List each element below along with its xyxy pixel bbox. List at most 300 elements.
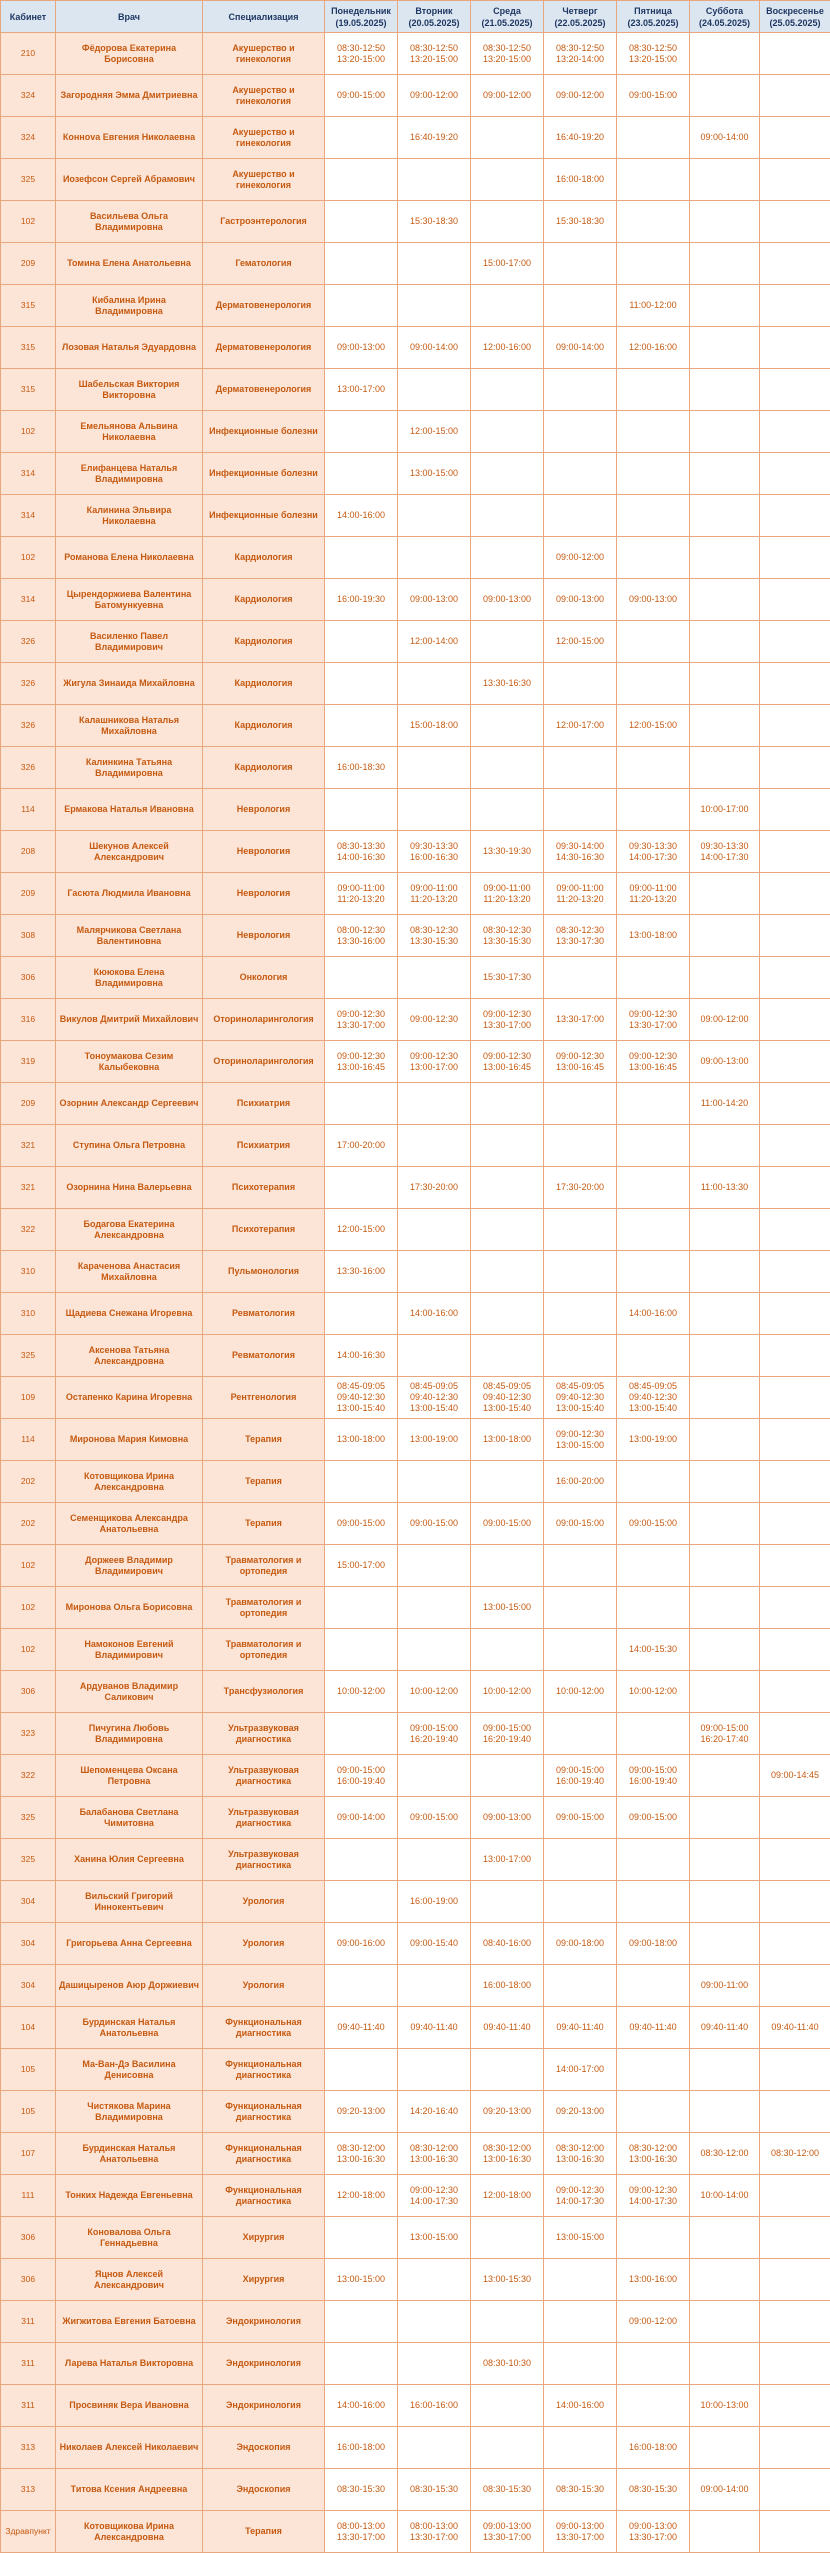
time-cell (760, 2091, 830, 2133)
time-cell (617, 2385, 690, 2427)
time-cell: 09:00-11:00 11:20-13:20 (398, 873, 471, 915)
time-cell: 09:00-15:00 (617, 1797, 690, 1839)
doctor-cell: Шекунов Алексей Александрович (56, 831, 203, 873)
time-cell (617, 1251, 690, 1293)
time-cell (760, 579, 830, 621)
time-cell: 16:00-18:00 (544, 159, 617, 201)
table-row (1, 2343, 830, 2385)
cabinet-cell: 322 (1, 1755, 56, 1797)
time-cell: 09:00-15:40 (398, 1923, 471, 1965)
specialty-cell: Кардиология (203, 537, 325, 579)
cabinet-cell: 319 (1, 1041, 56, 1083)
table-row (1, 537, 830, 579)
time-cell (760, 243, 830, 285)
time-cell (398, 1251, 471, 1293)
time-cell (398, 1125, 471, 1167)
cabinet-cell: 322 (1, 1209, 56, 1251)
time-cell: 08:30-13:30 14:00-16:30 (325, 831, 398, 873)
time-cell (690, 915, 760, 957)
time-cell (760, 1587, 830, 1629)
cabinet-cell: 324 (1, 75, 56, 117)
time-cell: 08:30-12:00 13:00-16:30 (617, 2133, 690, 2175)
time-cell: 09:00-13:00 (398, 579, 471, 621)
time-cell: 12:00-16:00 (471, 327, 544, 369)
cabinet-cell: 316 (1, 999, 56, 1041)
table-row (1, 2301, 830, 2343)
doctor-cell: Малярчикова Светлана Валентиновна (56, 915, 203, 957)
cabinet-cell: 105 (1, 2091, 56, 2133)
time-cell (544, 453, 617, 495)
header-tuesday: Вторник (20.05.2025) (398, 1, 471, 33)
time-cell (760, 1797, 830, 1839)
time-cell (760, 117, 830, 159)
time-cell: 09:40-11:40 (760, 2007, 830, 2049)
doctor-cell: Ханина Юлия Сергеевна (56, 1839, 203, 1881)
time-cell (471, 747, 544, 789)
time-cell (325, 2301, 398, 2343)
table-row (1, 1083, 830, 1125)
cabinet-cell: 105 (1, 2049, 56, 2091)
time-cell: 17:30-20:00 (544, 1167, 617, 1209)
time-cell (690, 1419, 760, 1461)
table-row (1, 1587, 830, 1629)
specialty-cell: Инфекционные болезни (203, 453, 325, 495)
time-cell: 09:00-15:00 16:00-19:40 (325, 1755, 398, 1797)
cabinet-cell: 102 (1, 537, 56, 579)
table-row (1, 2259, 830, 2301)
time-cell: 12:00-17:00 (544, 705, 617, 747)
time-cell (760, 1545, 830, 1587)
time-cell: 09:00-13:00 (471, 579, 544, 621)
table-row (1, 705, 830, 747)
time-cell: 09:00-12:30 14:00-17:30 (617, 2175, 690, 2217)
table-row (1, 327, 830, 369)
doctor-cell: Николаев Алексей Николаевич (56, 2427, 203, 2469)
time-cell (617, 1209, 690, 1251)
time-cell (760, 1461, 830, 1503)
time-cell (398, 1839, 471, 1881)
time-cell: 13:00-18:00 (325, 1419, 398, 1461)
time-cell: 15:00-18:00 (398, 705, 471, 747)
time-cell: 13:00-19:00 (617, 1419, 690, 1461)
time-cell (398, 2343, 471, 2385)
table-row (1, 2133, 830, 2175)
time-cell: 09:00-15:00 (617, 1503, 690, 1545)
time-cell: 11:00-12:00 (617, 285, 690, 327)
time-cell: 13:00-15:00 (544, 2217, 617, 2259)
cabinet-cell: 107 (1, 2133, 56, 2175)
time-cell: 16:00-19:00 (398, 1881, 471, 1923)
time-cell: 09:00-15:00 16:00-19:40 (544, 1755, 617, 1797)
time-cell: 17:00-20:00 (325, 1125, 398, 1167)
time-cell: 09:00-15:00 (471, 1503, 544, 1545)
time-cell (398, 1335, 471, 1377)
specialty-cell: Дерматовенерология (203, 327, 325, 369)
doctor-cell: Викулов Дмитрий Михайлович (56, 999, 203, 1041)
time-cell: 09:00-11:00 11:20-13:20 (325, 873, 398, 915)
table-row (1, 1461, 830, 1503)
cabinet-cell: 208 (1, 831, 56, 873)
doctor-cell: Цырендоржиева Валентина Батомункуевна (56, 579, 203, 621)
table-row (1, 1839, 830, 1881)
cabinet-cell: 325 (1, 1839, 56, 1881)
specialty-cell: Онкология (203, 957, 325, 999)
doctor-cell: Намоконов Евгений Владимирович (56, 1629, 203, 1671)
time-cell: 09:30-13:30 14:00-17:30 (690, 831, 760, 873)
time-cell (690, 1797, 760, 1839)
doctor-cell: Ма-Ван-Дэ Василина Денисовна (56, 2049, 203, 2091)
cabinet-cell: 304 (1, 1923, 56, 1965)
time-cell (760, 1965, 830, 2007)
time-cell (544, 1125, 617, 1167)
specialty-cell: Урология (203, 1965, 325, 2007)
time-cell (544, 1335, 617, 1377)
time-cell (471, 2385, 544, 2427)
time-cell: 11:00-14:20 (690, 1083, 760, 1125)
time-cell (471, 117, 544, 159)
time-cell (325, 2049, 398, 2091)
time-cell (617, 2343, 690, 2385)
time-cell: 16:00-18:00 (325, 2427, 398, 2469)
time-cell (325, 411, 398, 453)
doctor-cell: Балабанова Светлана Чимитовна (56, 1797, 203, 1839)
doctor-cell: Титова Ксения Андреевна (56, 2469, 203, 2511)
time-cell (617, 1713, 690, 1755)
time-cell (325, 2217, 398, 2259)
table-row (1, 2007, 830, 2049)
time-cell (690, 1671, 760, 1713)
time-cell (471, 1881, 544, 1923)
time-cell (471, 2301, 544, 2343)
specialty-cell: Кардиология (203, 579, 325, 621)
time-cell (325, 957, 398, 999)
specialty-cell: Функциональная диагностика (203, 2091, 325, 2133)
time-cell: 13:00-15:00 (471, 1587, 544, 1629)
time-cell (398, 1587, 471, 1629)
time-cell (760, 621, 830, 663)
time-cell: 09:00-15:00 (544, 1797, 617, 1839)
cabinet-cell: 315 (1, 327, 56, 369)
time-cell (690, 873, 760, 915)
time-cell: 09:00-15:00 16:20-19:40 (398, 1713, 471, 1755)
time-cell (760, 1083, 830, 1125)
time-cell (690, 369, 760, 411)
time-cell: 09:00-15:00 (325, 75, 398, 117)
time-cell: 09:00-13:00 13:30-17:00 (544, 2511, 617, 2553)
time-cell (760, 2427, 830, 2469)
time-cell: 09:00-13:00 (690, 1041, 760, 1083)
time-cell: 09:00-12:30 (398, 999, 471, 1041)
time-cell (471, 1167, 544, 1209)
table-row (1, 1167, 830, 1209)
specialty-cell: Травматология и ортопедия (203, 1545, 325, 1587)
time-cell (617, 1461, 690, 1503)
time-cell: 15:30-18:30 (544, 201, 617, 243)
cabinet-cell: 325 (1, 1797, 56, 1839)
time-cell (544, 2259, 617, 2301)
table-row (1, 411, 830, 453)
doctor-cell: Карaченова Анастасия Михайловна (56, 1251, 203, 1293)
time-cell (690, 1545, 760, 1587)
table-row (1, 747, 830, 789)
time-cell: 09:00-13:00 (471, 1797, 544, 1839)
time-cell: 09:00-15:00 16:20-17:40 (690, 1713, 760, 1755)
time-cell (690, 1335, 760, 1377)
table-row (1, 663, 830, 705)
time-cell (471, 369, 544, 411)
table-row (1, 495, 830, 537)
time-cell: 09:40-11:40 (471, 2007, 544, 2049)
time-cell: 12:00-18:00 (325, 2175, 398, 2217)
time-cell: 14:00-16:00 (325, 2385, 398, 2427)
time-cell: 09:00-12:30 13:00-16:45 (325, 1041, 398, 1083)
time-cell: 13:00-18:00 (471, 1419, 544, 1461)
time-cell (760, 1377, 830, 1419)
time-cell: 08:30-12:50 13:20-15:00 (398, 33, 471, 75)
time-cell (471, 705, 544, 747)
time-cell (325, 1629, 398, 1671)
time-cell (544, 663, 617, 705)
doctor-cell: Калашникова Наталья Михайловна (56, 705, 203, 747)
doctor-cell: Григорьева Анна Сергеевна (56, 1923, 203, 1965)
specialty-cell: Дерматовенерология (203, 285, 325, 327)
table-row (1, 1671, 830, 1713)
time-cell: 09:00-12:30 14:00-17:30 (398, 2175, 471, 2217)
time-cell (760, 327, 830, 369)
time-cell (471, 1545, 544, 1587)
time-cell: 09:00-12:30 13:00-15:00 (544, 1419, 617, 1461)
table-row (1, 2175, 830, 2217)
time-cell (325, 789, 398, 831)
time-cell (398, 2049, 471, 2091)
time-cell (398, 1965, 471, 2007)
time-cell (760, 2217, 830, 2259)
time-cell (544, 369, 617, 411)
specialty-cell: Рентгенология (203, 1377, 325, 1419)
time-cell (617, 1881, 690, 1923)
time-cell: 09:00-11:00 11:20-13:20 (471, 873, 544, 915)
time-cell (690, 1629, 760, 1671)
header-thursday: Четверг (22.05.2025) (544, 1, 617, 33)
doctor-cell: Тонких Надежда Евгеньевна (56, 2175, 203, 2217)
time-cell: 09:00-15:00 (617, 75, 690, 117)
time-cell (760, 1671, 830, 1713)
table-row (1, 1209, 830, 1251)
time-cell (544, 1209, 617, 1251)
time-cell (617, 2049, 690, 2091)
time-cell: 09:40-11:40 (617, 2007, 690, 2049)
cabinet-cell: 114 (1, 1419, 56, 1461)
doctor-cell: Пичугина Любовь Владимировна (56, 1713, 203, 1755)
time-cell (471, 201, 544, 243)
time-cell (690, 33, 760, 75)
doctor-cell: Калинкина Татьяна Владимировна (56, 747, 203, 789)
doctor-cell: Ардуванов Владимир Саликович (56, 1671, 203, 1713)
time-cell (617, 1587, 690, 1629)
time-cell (690, 2511, 760, 2553)
doctor-cell: Семенщикова Александра Анатольевна (56, 1503, 203, 1545)
time-cell (325, 1167, 398, 1209)
cabinet-cell: 325 (1, 1335, 56, 1377)
header-wednesday: Среда (21.05.2025) (471, 1, 544, 33)
time-cell: 09:00-13:00 (617, 579, 690, 621)
time-cell: 14:00-16:00 (325, 495, 398, 537)
time-cell (760, 1419, 830, 1461)
cabinet-cell: 209 (1, 243, 56, 285)
specialty-cell: Травматология и ортопедия (203, 1587, 325, 1629)
time-cell (690, 1923, 760, 1965)
time-cell: 09:30-13:30 16:00-16:30 (398, 831, 471, 873)
time-cell (690, 2343, 760, 2385)
time-cell: 09:00-14:00 (690, 2469, 760, 2511)
time-cell (471, 1293, 544, 1335)
table-row (1, 831, 830, 873)
time-cell: 16:40-19:20 (544, 117, 617, 159)
table-row (1, 2427, 830, 2469)
doctor-cell: Шепоменцева Оксана Петровна (56, 1755, 203, 1797)
time-cell: 08:45-09:05 09:40-12:30 13:00-15:40 (617, 1377, 690, 1419)
time-cell: 16:00-19:30 (325, 579, 398, 621)
time-cell (544, 495, 617, 537)
time-cell (617, 117, 690, 159)
time-cell: 14:00-16:00 (617, 1293, 690, 1335)
time-cell (325, 1587, 398, 1629)
time-cell (544, 1083, 617, 1125)
table-row (1, 1125, 830, 1167)
specialty-cell: Психиатрия (203, 1083, 325, 1125)
time-cell: 09:00-14:00 (544, 327, 617, 369)
cabinet-cell: 324 (1, 117, 56, 159)
time-cell (398, 957, 471, 999)
time-cell (398, 2427, 471, 2469)
time-cell: 08:40-16:00 (471, 1923, 544, 1965)
time-cell (471, 2049, 544, 2091)
cabinet-cell: 310 (1, 1251, 56, 1293)
doctor-cell: Бурдинская Наталья Анатольевна (56, 2133, 203, 2175)
specialty-cell: Психиатрия (203, 1125, 325, 1167)
time-cell (325, 285, 398, 327)
time-cell (544, 789, 617, 831)
time-cell (690, 453, 760, 495)
table-row (1, 33, 830, 75)
doctor-cell: Кююкова Елена Владимировна (56, 957, 203, 999)
table-row (1, 2511, 830, 2553)
cabinet-cell: 109 (1, 1377, 56, 1419)
time-cell: 09:00-12:00 (544, 537, 617, 579)
specialty-cell: Функциональная диагностика (203, 2133, 325, 2175)
doctor-cell: Тоноумакова Сезим Калыбековна (56, 1041, 203, 1083)
time-cell: 16:00-18:00 (471, 1965, 544, 2007)
time-cell: 08:00-13:00 13:30-17:00 (398, 2511, 471, 2553)
time-cell: 10:00-12:00 (325, 1671, 398, 1713)
table-row (1, 1881, 830, 1923)
table-row (1, 2091, 830, 2133)
time-cell (471, 1755, 544, 1797)
time-cell: 09:00-15:00 (544, 1503, 617, 1545)
cabinet-cell: 326 (1, 663, 56, 705)
table-row (1, 1377, 830, 1419)
time-cell (760, 2469, 830, 2511)
time-cell: 12:00-15:00 (398, 411, 471, 453)
doctor-cell: Калинина Эльвира Николаевна (56, 495, 203, 537)
time-cell (471, 1083, 544, 1125)
time-cell: 09:20-13:00 (471, 2091, 544, 2133)
specialty-cell: Кардиология (203, 621, 325, 663)
time-cell: 09:00-12:00 (544, 75, 617, 117)
time-cell (690, 1587, 760, 1629)
header-doctor: Врач (56, 1, 203, 33)
time-cell: 17:30-20:00 (398, 1167, 471, 1209)
table-row (1, 1335, 830, 1377)
time-cell: 08:30-12:50 13:20-15:00 (471, 33, 544, 75)
time-cell (544, 747, 617, 789)
time-cell (617, 201, 690, 243)
cabinet-cell: 202 (1, 1503, 56, 1545)
specialty-cell: Неврология (203, 873, 325, 915)
time-cell: 10:00-12:00 (471, 1671, 544, 1713)
time-cell (398, 243, 471, 285)
cabinet-cell: 202 (1, 1461, 56, 1503)
table-row (1, 1713, 830, 1755)
doctor-cell: Кибалина Ирина Владимировна (56, 285, 203, 327)
time-cell: 12:00-15:00 (325, 1209, 398, 1251)
time-cell: 13:00-15:00 (398, 453, 471, 495)
doctor-cell: Романова Елена Николаевна (56, 537, 203, 579)
table-row (1, 789, 830, 831)
time-cell (398, 663, 471, 705)
time-cell (544, 1629, 617, 1671)
time-cell (617, 495, 690, 537)
time-cell: 13:00-15:00 (325, 2259, 398, 2301)
time-cell (690, 1209, 760, 1251)
time-cell: 15:00-17:00 (325, 1545, 398, 1587)
time-cell (617, 621, 690, 663)
time-cell (690, 411, 760, 453)
time-cell (760, 663, 830, 705)
specialty-cell: Функциональная диагностика (203, 2175, 325, 2217)
time-cell (760, 1881, 830, 1923)
time-cell: 10:00-13:00 (690, 2385, 760, 2427)
time-cell (760, 1209, 830, 1251)
time-cell: 13:30-16:00 (325, 1251, 398, 1293)
doctor-cell: Загородняя Эмма Дмитриевна (56, 75, 203, 117)
time-cell (760, 747, 830, 789)
doctor-cell: Гасюта Людмила Ивановна (56, 873, 203, 915)
time-cell (398, 285, 471, 327)
time-cell: 08:00-13:00 13:30-17:00 (325, 2511, 398, 2553)
time-cell (398, 747, 471, 789)
time-cell (690, 327, 760, 369)
cabinet-cell: 306 (1, 1671, 56, 1713)
time-cell: 08:30-12:50 13:20-14:00 (544, 33, 617, 75)
specialty-cell: Психотерапия (203, 1167, 325, 1209)
specialty-cell: Психотерапия (203, 1209, 325, 1251)
time-cell (325, 1461, 398, 1503)
time-cell (471, 621, 544, 663)
specialty-cell: Эндокринология (203, 2301, 325, 2343)
time-cell: 09:00-12:30 13:00-16:45 (471, 1041, 544, 1083)
time-cell (325, 159, 398, 201)
table-row (1, 1755, 830, 1797)
table-row (1, 2469, 830, 2511)
time-cell (690, 537, 760, 579)
time-cell (325, 1881, 398, 1923)
time-cell (760, 1041, 830, 1083)
specialty-cell: Неврология (203, 915, 325, 957)
specialty-cell: Ультразвуковая диагностика (203, 1755, 325, 1797)
time-cell (760, 2343, 830, 2385)
time-cell: 08:30-12:00 13:00-16:30 (544, 2133, 617, 2175)
